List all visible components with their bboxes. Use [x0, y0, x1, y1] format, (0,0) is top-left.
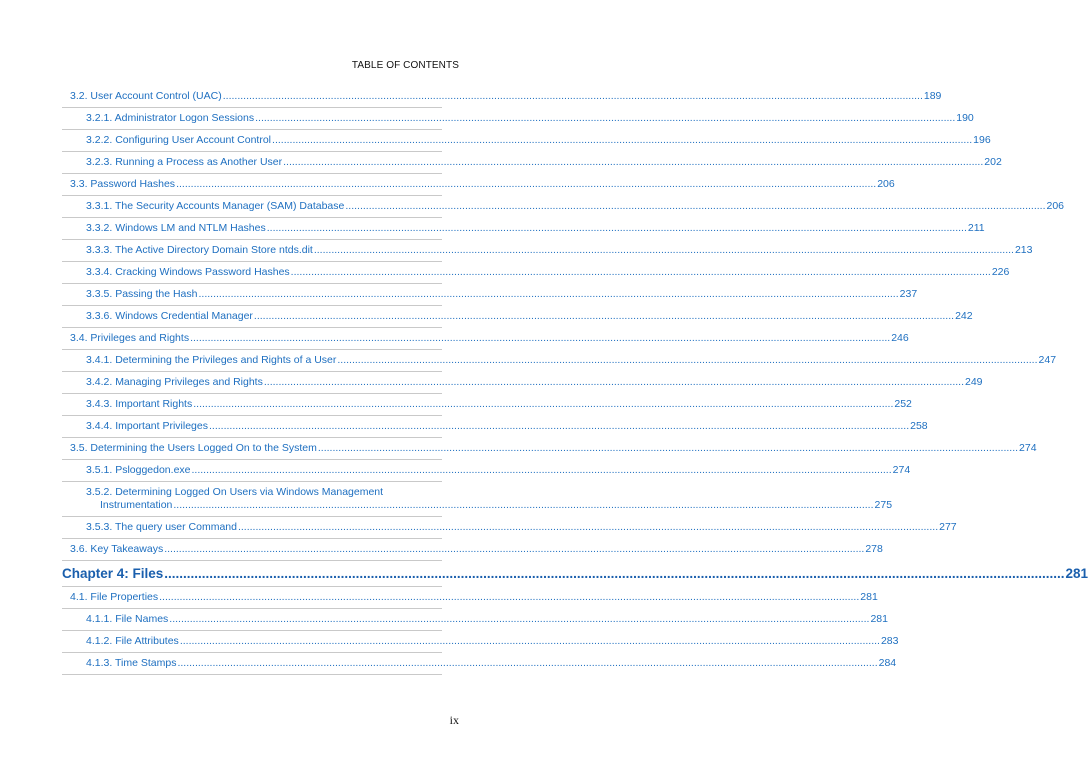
leader-dots — [255, 112, 955, 125]
toc-entry-title: 3.3.6. Windows Credential Manager — [86, 310, 253, 322]
toc-entry-page: 252 — [894, 398, 912, 410]
toc-entry-3-3-4[interactable] — [62, 262, 1010, 284]
toc-entry-title: 3.5.1. Psloggedon.exe — [86, 464, 191, 476]
toc-entry-3-3-1[interactable] — [62, 196, 1065, 218]
page-number: ix — [449, 713, 459, 727]
leader-dots — [159, 591, 859, 604]
toc-entry-3-6[interactable] — [62, 539, 883, 561]
toc-entry-page: 237 — [899, 288, 918, 300]
toc-entry-3-3-2[interactable] — [62, 218, 985, 240]
toc-entry-title: 4.1.1. File Names — [86, 613, 169, 625]
toc-entry-3-3-6[interactable] — [62, 306, 973, 328]
toc-entry-4-1-3[interactable] — [62, 653, 897, 675]
toc-entry-4-1-1[interactable] — [62, 609, 888, 631]
toc-entry-4-1[interactable] — [62, 587, 878, 609]
toc-entry-title: 3.5. Determining the Users Logged On to the System — [70, 442, 317, 454]
toc-chapter-title: Chapter 4: Files — [62, 566, 164, 581]
toc-entry-page: 281 — [870, 613, 888, 625]
leader-dots — [177, 657, 877, 670]
toc-entry-page: 196 — [973, 134, 991, 146]
toc-entry-title: 3.2.3. Running a Process as Another User — [86, 156, 283, 168]
toc-entry-3-2[interactable] — [62, 86, 942, 108]
toc-entry-3-3-3[interactable] — [62, 240, 1033, 262]
toc-entry-title: 3.4.2. Managing Privileges and Rights — [86, 376, 263, 388]
leader-dots — [345, 200, 1045, 213]
toc-entry-page: 277 — [939, 521, 957, 533]
toc-entry-4-1-2[interactable] — [62, 631, 899, 653]
toc-entry-3-4[interactable] — [62, 328, 909, 350]
toc-entry-title: 4.1.2. File Attributes — [86, 635, 179, 647]
toc-entry-page: 190 — [956, 112, 974, 124]
toc-entry-3-5-3[interactable] — [62, 517, 957, 539]
toc-entry-title: 3.4. Privileges and Rights — [70, 332, 190, 344]
toc-entry-page: 189 — [923, 90, 942, 102]
leader-dots — [209, 420, 909, 433]
leader-dots — [283, 156, 983, 169]
toc-entry-title: 3.4.1. Determining the Privileges and Rights of a User — [86, 354, 337, 366]
toc-entry-page: 258 — [910, 420, 928, 432]
toc-entry-title: 3.4.4. Important Privileges — [86, 420, 208, 432]
leader-dots — [180, 635, 880, 648]
leader-dots — [176, 178, 876, 191]
leader-dots — [254, 310, 954, 323]
leader-dots — [169, 613, 869, 626]
toc-entry-3-5[interactable] — [62, 438, 1037, 460]
toc-entry-title: 3.3.3. The Active Directory Domain Store ntds.dit — [86, 244, 313, 256]
toc-entry-title-cont: Instrumentation — [100, 499, 173, 511]
leader-dots — [318, 442, 1018, 455]
toc-entry-title: 3.4.3. Important Rights — [86, 398, 193, 410]
leader-dots — [267, 222, 967, 235]
leader-dots — [192, 464, 892, 477]
toc-entry-title: 3.2.2. Configuring User Account Control — [86, 134, 272, 146]
leader-dots — [193, 398, 893, 411]
leader-dots — [314, 244, 1014, 257]
toc-entry-3-5-1[interactable] — [62, 460, 911, 482]
toc-entry-page: 284 — [878, 657, 897, 669]
toc-entry-title: 3.3.1. The Security Accounts Manager (SAM) Database — [86, 200, 345, 212]
toc-entry-title: 3.5.2. Determining Logged On Users via Windows Management — [86, 486, 384, 498]
toc-entry-page: 242 — [955, 310, 973, 322]
toc-entry-title: 4.1. File Properties — [70, 591, 159, 603]
toc-entry-3-4-4[interactable] — [62, 416, 928, 438]
toc-entry-page: 246 — [891, 332, 909, 344]
leader-dots — [264, 376, 964, 389]
toc-entry-page: 274 — [1019, 442, 1037, 454]
toc-chapter-4[interactable] — [62, 561, 1088, 587]
leader-dots — [199, 288, 899, 301]
toc-entry-title: 4.1.3. Time Stamps — [86, 657, 177, 669]
toc-entry-page: 278 — [865, 543, 883, 555]
toc-entry-3-2-3[interactable] — [62, 152, 1002, 174]
leader-dots — [190, 332, 890, 345]
toc-entry-page: 202 — [984, 156, 1002, 168]
toc-entry-title: 3.3. Password Hashes — [70, 178, 176, 190]
toc-entry-page: 206 — [1046, 200, 1065, 212]
toc-entry-title: 3.2. User Account Control (UAC) — [70, 90, 222, 102]
toc-entry-3-4-2[interactable] — [62, 372, 983, 394]
toc-entry-page: 281 — [1065, 566, 1088, 581]
leader-dots — [291, 266, 991, 279]
toc-entry-3-3-5[interactable] — [62, 284, 918, 306]
toc-entry-page: 275 — [874, 499, 893, 511]
table-of-contents — [62, 86, 1088, 675]
toc-entry-page: 247 — [1038, 354, 1057, 366]
toc-entry-page: 281 — [860, 591, 878, 603]
toc-entry-3-2-1[interactable] — [62, 108, 974, 130]
toc-entry-page: 213 — [1014, 244, 1033, 256]
leader-dots — [223, 90, 923, 103]
toc-entry-page: 249 — [965, 376, 983, 388]
toc-entry-3-4-1[interactable] — [62, 350, 1057, 372]
leader-dots — [238, 521, 938, 534]
leader-dots — [337, 354, 1037, 367]
toc-entry-page: 206 — [877, 178, 895, 190]
leader-dots — [164, 543, 864, 556]
toc-entry-page: 274 — [892, 464, 911, 476]
toc-entry-page: 211 — [967, 222, 985, 234]
toc-entry-title: 3.6. Key Takeaways — [70, 543, 164, 555]
toc-entry-title: 3.5.3. The query user Command — [86, 521, 237, 533]
leader-dots — [164, 567, 1064, 580]
toc-entry-3-3[interactable] — [62, 174, 895, 196]
toc-entry-title: 3.3.5. Passing the Hash — [86, 288, 198, 300]
toc-entry-continuation — [86, 499, 893, 512]
toc-entry-page: 226 — [991, 266, 1010, 278]
toc-entry-3-5-2[interactable] — [62, 482, 893, 517]
toc-entry-page: 283 — [880, 635, 899, 647]
running-header: TABLE OF CONTENTS — [351, 60, 459, 71]
toc-entry-title: 3.3.4. Cracking Windows Password Hashes — [86, 266, 290, 278]
leader-dots — [272, 134, 972, 147]
toc-entry-title: 3.3.2. Windows LM and NTLM Hashes — [86, 222, 266, 234]
leader-dots — [173, 499, 873, 512]
toc-entry-3-4-3[interactable] — [62, 394, 912, 416]
toc-entry-3-2-2[interactable] — [62, 130, 991, 152]
toc-entry-title: 3.2.1. Administrator Logon Sessions — [86, 112, 255, 124]
